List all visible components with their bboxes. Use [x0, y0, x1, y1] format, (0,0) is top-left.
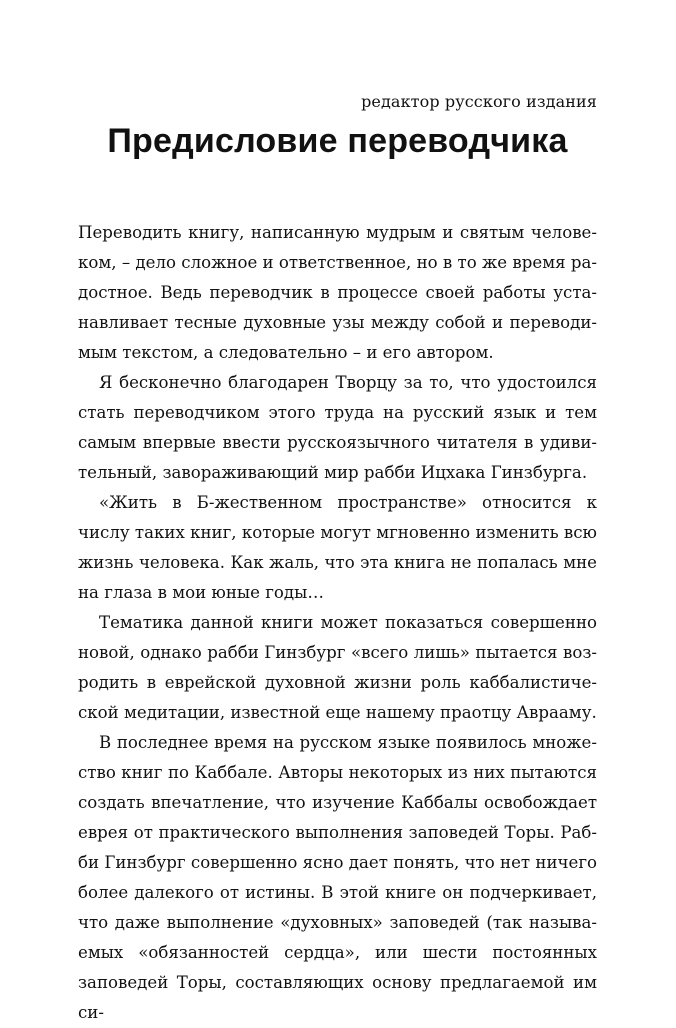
paragraph: «Жить в Б-жественном пространстве» относится к числу таких книг, которые могут мгновенно изменить всю жизнь человека. Как жаль, что эта книга не попалась мне на глаза в мои юные годы… — [78, 493, 597, 602]
paragraph: Я бесконечно благодарен Творцу за то, что удостоился стать переводчиком этого труда на русский язык и тем самым впервые ввести русскоязычного читателя в удивительный, завораживающий мир рабби Ицхака Гинзбурга. — [78, 373, 597, 482]
paragraph: В последнее время на русском языке появилось множество книг по Каббале. Авторы некоторых из них пытаются создать впечатление, что изучение Каббалы освобождает еврея от практического выполнения заповедей Торы. Рабби Гинзбург совершенно ясно дает понять, что нет ничего более далекого от истины. В этой книге он подчеркивает, что даже выполнение «духовных» заповедей (так называемых «обязанностей сердца», или шести постоянных заповедей Торы, составляющих основу предлагаемой им си- — [78, 733, 597, 1022]
body-text — [78, 218, 597, 1028]
paragraph: Переводить книгу, написанную мудрым и святым человеком, – дело сложное и ответственное, но в то же время радостное. Ведь переводчик в процессе своей работы устанавливает тесные духовные узы между собой и переводимым текстом, а следовательно – и его автором. — [78, 223, 597, 362]
running-header: редактор русского издания — [361, 92, 597, 111]
paragraph: Тематика данной книги может показаться совершенно новой, однако рабби Гинзбург «всего лишь» пытается возродить в еврейской духовной жизни роль каббалистической медитации, известной еще нашему праотцу Аврааму. — [78, 613, 597, 722]
chapter-title: Предисловие переводчика — [107, 122, 568, 160]
